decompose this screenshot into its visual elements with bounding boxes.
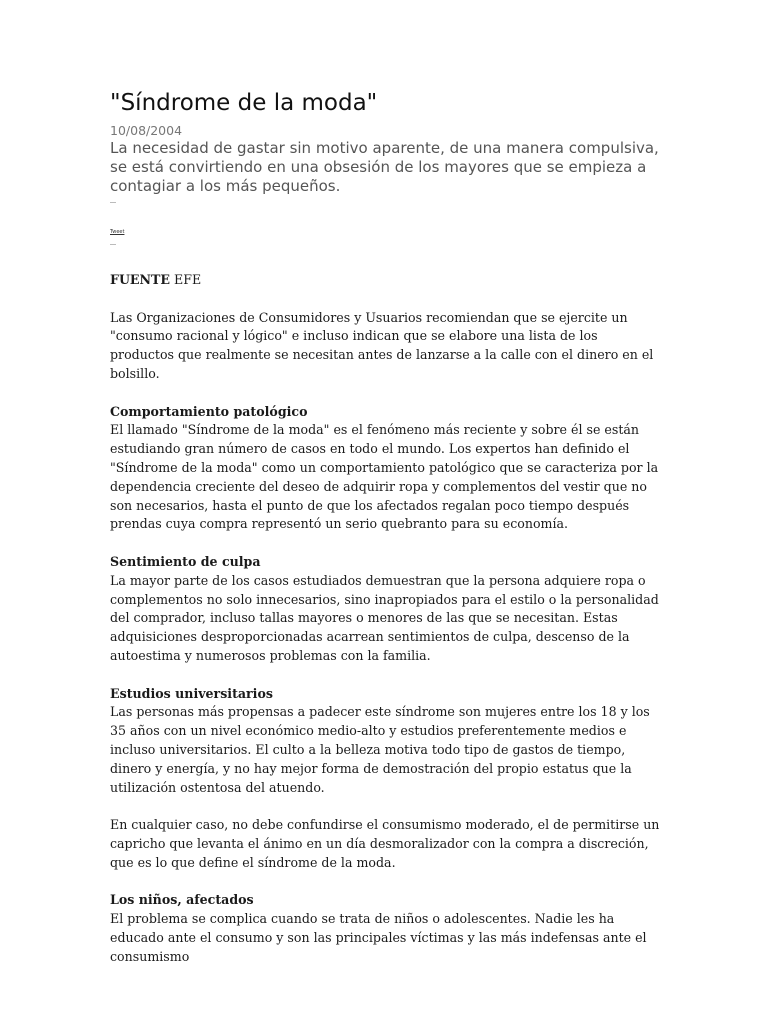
section-heading: Sentimiento de culpa [110,553,261,569]
source-value: EFE [174,272,202,287]
article-title: "Síndrome de la moda" [110,90,378,116]
source-line [110,271,660,290]
tweet-button[interactable]: Tweet [110,229,125,235]
section-ninos [110,891,660,966]
divider [110,244,116,245]
article-lead: La necesidad de gastar sin motivo aparente, de una manera compulsiva, se está convirtiendo en una obsesión de los mayores que se empieza a contagiar a los más pequeños. [110,139,659,195]
section-heading: Los niños, afectados [110,892,254,908]
section-sentimiento [110,553,660,666]
source-label: FUENTE [110,272,171,287]
article-date: 10/08/2004 [110,123,183,138]
section-estudios [110,685,660,798]
extra-paragraph: En cualquier caso, no debe confundirse el consumismo moderado, el de permitirse un capricho que levanta el ánimo en un día desmoralizador con la compra a discreción, que es lo que define el síndrome de la moda. [110,817,660,870]
section-text: El problema se complica cuando se trata de niños o adolescentes. Nadie les ha educado ante el consumo y son las principales víctimas y las más indefensas ante el consumismo [110,911,647,964]
section-heading: Comportamiento patológico [110,403,308,419]
intro-paragraph: Las Organizaciones de Consumidores y Usuarios recomiendan que se ejercite un "consumo racional y lógico" e incluso indican que se elabore una lista de los productos que realmente se necesitan antes de lanzarse a la calle con el dinero en el bolsillo. [110,309,654,381]
section-text: La mayor parte de los casos estudiados demuestran que la persona adquiere ropa o complementos no solo innecesarios, sino inapropiados para el estilo o la personalidad del comprador, incluso tallas mayores o menores de las que se necesitan. Estas adquisiciones desproporcionadas acarrean sentimientos de culpa, descenso de la autoestima y numerosos problemas con la familia. [110,572,659,663]
divider [110,202,116,203]
section-heading: Estudios universitarios [110,685,273,701]
section-text: Las personas más propensas a padecer este síndrome son mujeres entre los 18 y los 35 años con un nivel económico medio-alto y estudios preferentemente medios e incluso universitarios. El culto a la belleza motiva todo tipo de gastos de tiempo, dinero y energía, y no hay mejor forma de demostración del propio estatus que la utilización ostentosa del atuendo. [110,704,650,795]
section-comportamiento [110,403,660,535]
article-body [110,271,660,985]
section-text: El llamado "Síndrome de la moda" es el fenómeno más reciente y sobre él se están estudiando gran número de casos en todo el mundo. Los expertos han definido el "Síndrome de la moda" como un comportamiento patológico que se caracteriza por la dependencia creciente del deseo de adquirir ropa y complementos del vestir que no son necesarios, hasta el punto de que los afectados regalan poco tiempo después prendas cuya compra representó un serio quebranto para su economía. [110,422,659,532]
